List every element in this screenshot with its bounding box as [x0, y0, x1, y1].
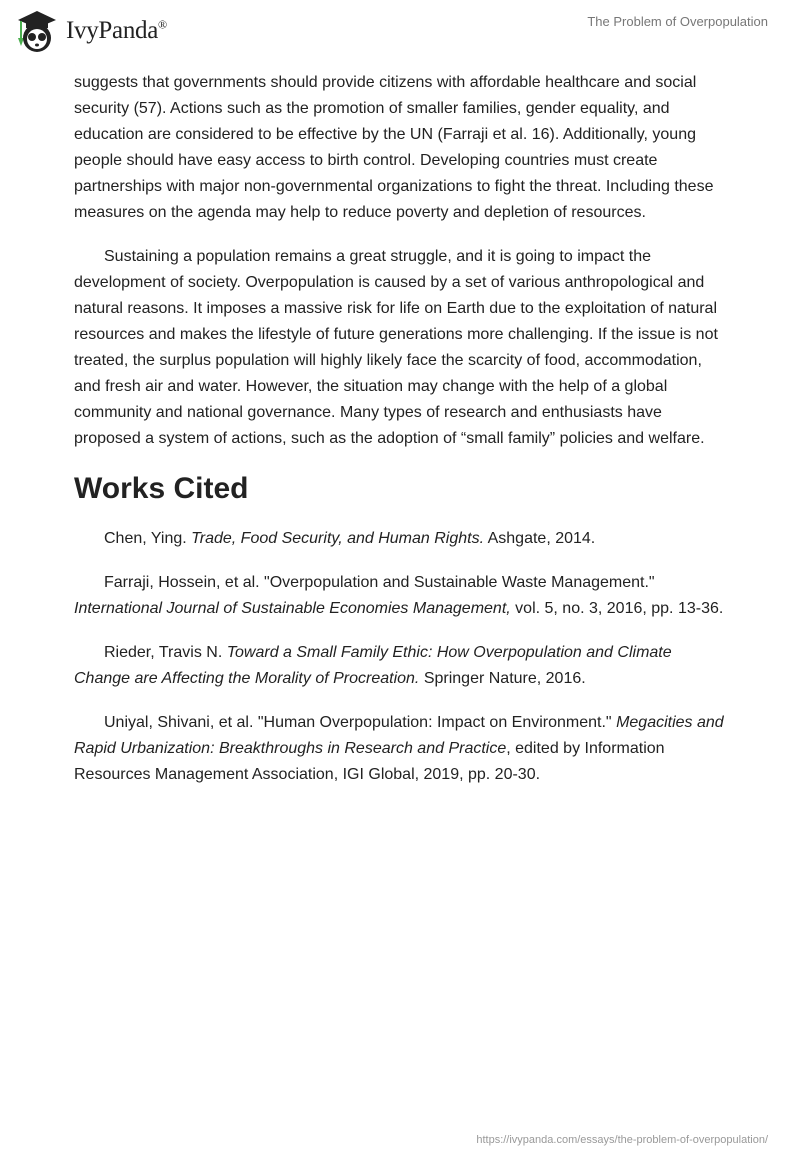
- works-cited-heading: Works Cited: [74, 472, 249, 505]
- citation-author: Uniyal, Shivani, et al. "Human Overpopulation: Impact on Environment.": [104, 714, 617, 731]
- citation-title: Toward a Small Family Ethic: How Overpopulation and Climate Change are Affecting the Morality of Procreation.: [74, 644, 672, 687]
- citation-entry: [74, 526, 728, 552]
- citation-author: Farraji, Hossein, et al. "Overpopulation and Sustainable Waste Management.": [104, 574, 655, 591]
- body-paragraph: suggests that governments should provide citizens with affordable healthcare and social security (57). Actions such as the promotion of smaller families, gender equality, and education are considered to be effective by the UN (Farraji et al. 16). Additionally, young people should have easy access to birth control. Developing countries must create partnerships with major non-governmental organizations to fight the threat. Including these measures on the agenda may help to reduce poverty and depletion of resources.: [74, 74, 714, 221]
- citation-title: Megacities and Rapid Urbanization: Breakthroughs in Research and Practice: [74, 714, 724, 757]
- citation-author: Chen, Ying.: [104, 530, 192, 547]
- citation-publisher: vol. 5, no. 3, 2016, pp. 13-36.: [510, 600, 724, 617]
- registered-mark: ®: [158, 17, 167, 32]
- body-paragraph: Sustaining a population remains a great struggle, and it is going to impact the development of society. Overpopulation is caused by a set of various anthropological and natural reasons. It imposes a massive risk for life on Earth due to the exploitation of natural resources and makes the lifestyle of future generations more challenging. If the issue is not treated, the surplus population will highly likely face the scarcity of food, accommodation, and fresh air and water. However, the situation may change with the help of a global community and national governance. Many types of research and enthusiasts have proposed a system of actions, such as the adoption of “small family” policies and welfare.: [74, 248, 718, 447]
- essay-content: [74, 70, 728, 806]
- panda-graduate-icon: [14, 8, 60, 54]
- citation-title: International Journal of Sustainable Economies Management,: [74, 600, 511, 617]
- citation-entry: [74, 640, 728, 692]
- citation-publisher: Springer Nature, 2016.: [419, 670, 586, 687]
- source-url[interactable]: https://ivypanda.com/essays/the-problem-of-overpopulation/: [476, 1134, 768, 1146]
- citation-title: Trade, Food Security, and Human Rights.: [191, 530, 485, 547]
- logo-text: IvyPanda: [66, 17, 159, 44]
- citation-entry: [74, 710, 728, 788]
- document-title: The Problem of Overpopulation: [587, 14, 768, 29]
- citation-publisher: Ashgate, 2014.: [484, 530, 596, 547]
- citation-entry: [74, 570, 728, 622]
- citation-author: Rieder, Travis N.: [104, 644, 227, 661]
- citation-publisher: , edited by Information Resources Management Association, IGI Global, 2019, pp. 20-30.: [74, 740, 665, 783]
- ivypanda-logo[interactable]: [14, 8, 167, 54]
